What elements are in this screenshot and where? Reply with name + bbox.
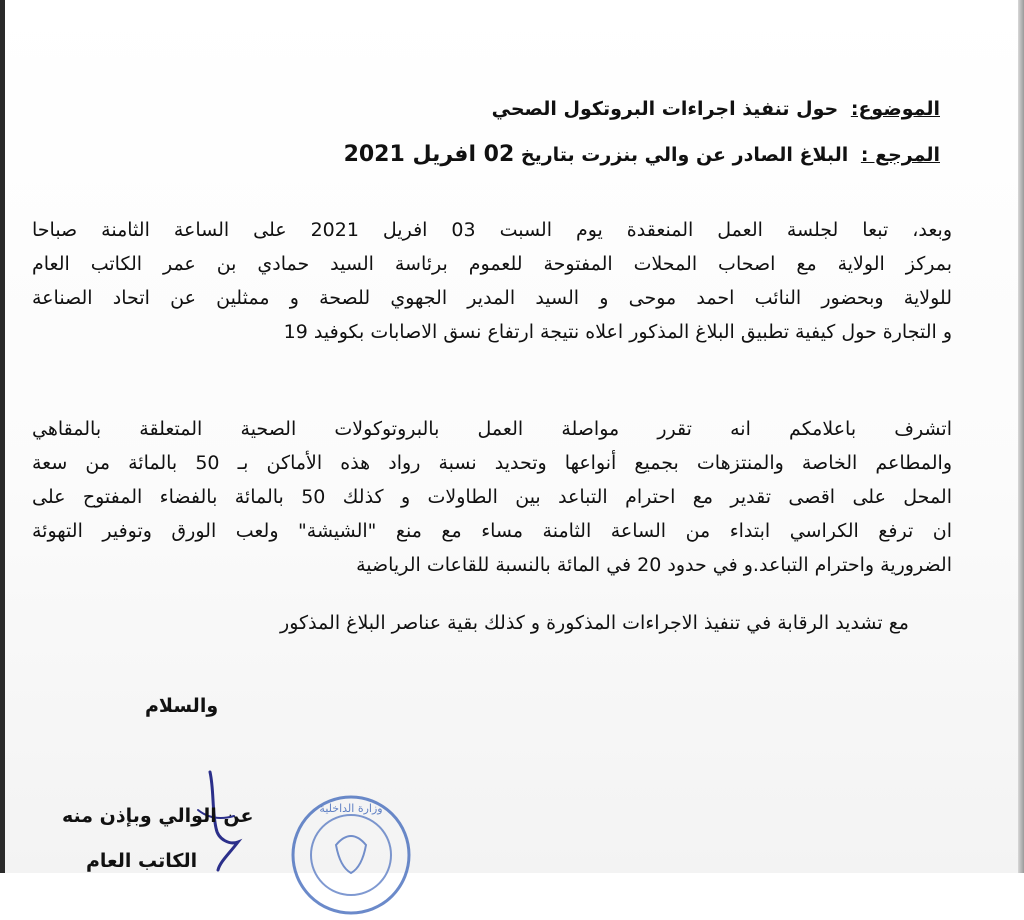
paragraph-1-line: للولاية وبحضور النائب احمد موحى و السيد المدير الجهوي للصحة و ممثلين عن اتحاد الصناعة bbox=[32, 287, 952, 309]
paragraph-2-line: اتشرف باعلامكم انه تقرر مواصلة العمل بالبروتوكولات الصحية المتعلقة بالمقاهي bbox=[32, 418, 952, 440]
reference-date: 02 افريل 2021 bbox=[343, 142, 515, 167]
paragraph-2-line: والمطاعم الخاصة والمنتزهات بجميع أنواعها وتحديد نسبة رواد هذه الأماكن بـ 50 بالمائة من سعة bbox=[32, 452, 952, 474]
stamp-text: وزارة الداخلية bbox=[319, 802, 383, 815]
paragraph-1 bbox=[32, 213, 952, 349]
paragraph-2-line: المحل على اقصى تقدير مع احترام التباعد بين الطاولات و كذلك 50 بالمائة بالفضاء المفتوح على bbox=[32, 486, 953, 508]
salutation: والسلام bbox=[145, 695, 219, 717]
paragraph-2-line: الضرورية واحترام التباعد.و في حدود 20 في المائة بالنسبة للقاعات الرياضية bbox=[356, 554, 952, 576]
subject-text: حول تنفيذ اجراءات البروتكول الصحي bbox=[491, 98, 839, 120]
paragraph-1-line: بمركز الولاية مع اصحاب المحلات المفتوحة للعموم برئاسة السيد حمادي بن عمر الكاتب العام bbox=[32, 253, 952, 275]
paragraph-1-line: وبعد، تبعا لجلسة العمل المنعقدة يوم السبت 03 افريل 2021 على الساعة الثامنة صباحا bbox=[32, 219, 952, 241]
paragraph-1-line: و التجارة حول كيفية تطبيق البلاغ المذكور اعلاه نتيجة ارتفاع نسق الاصابات بكوفيد 19 bbox=[283, 321, 952, 343]
page-edge-right bbox=[1018, 0, 1024, 873]
paragraph-2 bbox=[32, 412, 952, 582]
closing-line: مع تشديد الرقابة في تنفيذ الاجراءات المذكورة و كذلك بقية عناصر البلاغ المذكور bbox=[280, 612, 909, 634]
subject-line bbox=[492, 98, 940, 120]
paragraph-2-line: ان ترفع الكراسي ابتداء من الساعة الثامنة مساء مع منع "الشيشة" ولعب الورق وتوفير التهوئة bbox=[32, 520, 952, 542]
page-edge-left bbox=[0, 0, 5, 873]
reference-line bbox=[344, 142, 940, 167]
reference-label: المرجع : bbox=[860, 144, 940, 166]
subject-label: الموضوع: bbox=[850, 98, 940, 120]
reference-text: البلاغ الصادر عن والي بنزرت بتاريخ bbox=[520, 144, 849, 166]
signature-line-1: عن الوالي وبإذن منه bbox=[62, 805, 254, 827]
signature-line-2: الكاتب العام bbox=[86, 850, 198, 872]
official-stamp bbox=[286, 790, 416, 920]
